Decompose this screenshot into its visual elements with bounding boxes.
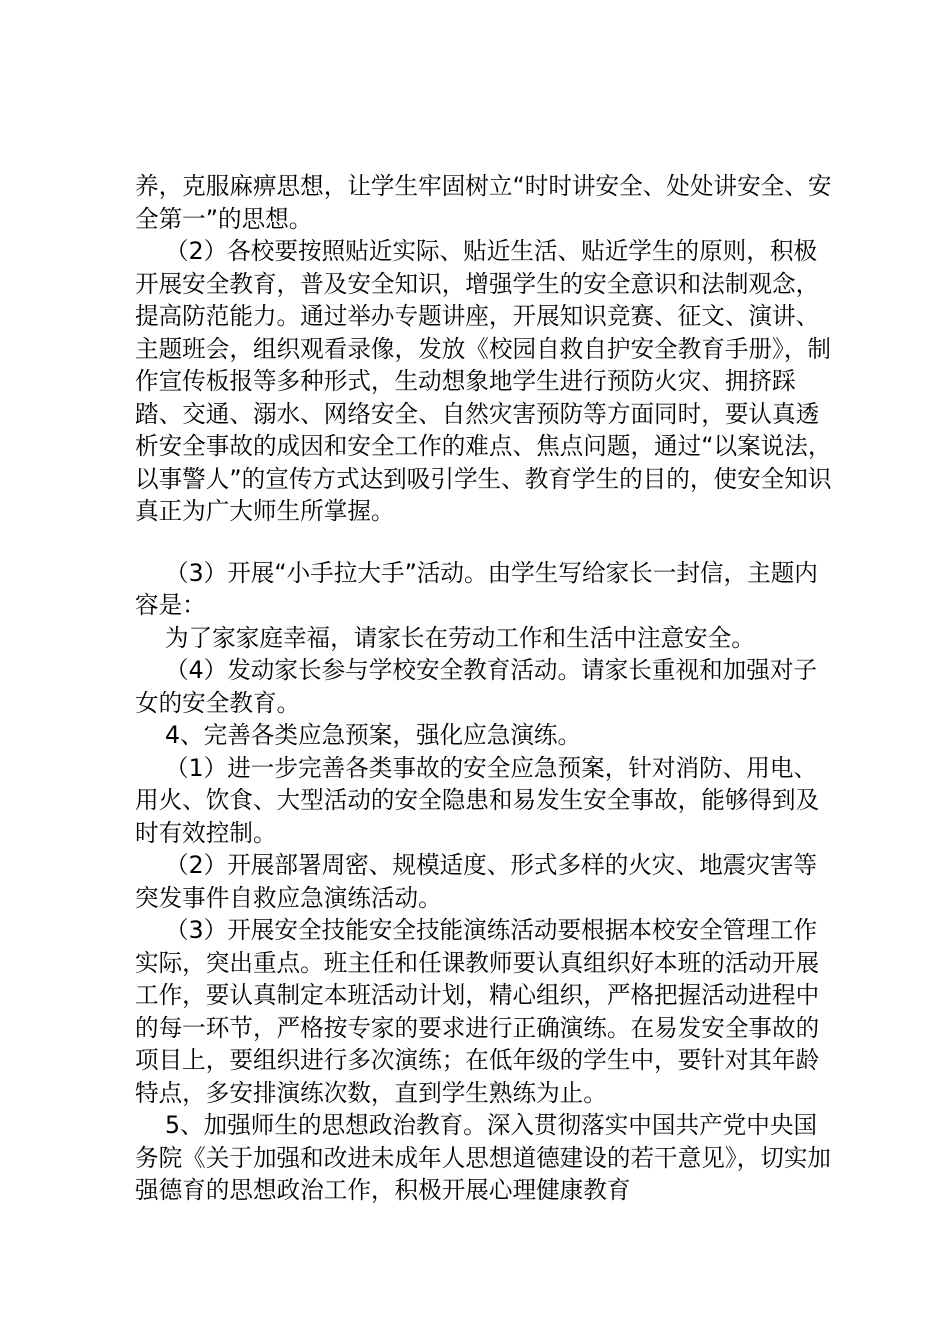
paragraph-letter-theme: 为了家家庭幸福，请家长在劳动工作和生活中注意安全。	[165, 623, 755, 652]
heading-section-5: 5、加强师生的思想政治教育。深入贯彻落实中国共产党中央国务院《关于加强和改进未成年人思想道德建设的若干意见》，切实加强德育的思想政治工作，积极开展心理健康教育	[135, 1111, 832, 1204]
document-body	[135, 170, 835, 1207]
paragraph-item-3-small-hand: （3）开展“小手拉大手”活动。由学生写给家长一封信，主题内容是：	[135, 558, 818, 619]
paragraph-continuation: 养，克服麻痹思想，让学生牢固树立“时时讲安全、处处讲安全、安全第一”的思想。	[135, 172, 832, 233]
heading-section-4: 4、完善各类应急预案，强化应急演练。	[165, 721, 582, 749]
paragraph-item-3-skills: （3）开展安全技能安全技能演练活动要根据本校安全管理工作实际，突出重点。班主任和任课教师要认真组织好本班的活动开展工作，要认真制定本班活动计划，精心组织，严格把握活动进程中的每一环节，严格按专家的要求进行正确演练。在易发安全事故的项目上，要组织进行多次演练；在低年级的学生中，要针对其年龄特点，多安排演练次数，直到学生熟练为止。	[135, 916, 820, 1107]
paragraph-item-1-plans: （1）进一步完善各类事故的安全应急预案，针对消防、用电、用火、饮食、大型活动的安全隐患和易发生安全事故，能够得到及时有效控制。	[135, 753, 820, 847]
paragraph-item-4-parents: （4）发动家长参与学校安全教育活动。请家长重视和加强对子女的安全教育。	[135, 656, 818, 717]
paragraph-item-2-drills: （2）开展部署周密、规模适度、形式多样的火灾、地震灾害等突发事件自救应急演练活动。	[135, 851, 818, 912]
paragraph-item-2-education: （2）各校要按照贴近实际、贴近生活、贴近学生的原则，积极开展安全教育，普及安全知识，增强学生的安全意识和法制观念，提高防范能力。通过举办专题讲座，开展知识竞赛、征文、演讲、主题班会，组织观看录像，发放《校园自救自护安全教育手册》，制作宣传板报等多种形式，生动想象地学生进行预防火灾、拥挤踩踏、交通、溺水、网络安全、自然灾害预防等方面同时，要认真透析安全事故的成因和安全工作的难点、焦点问题，通过“以案说法，以事警人”的宣传方式达到吸引学生、教育学生的目的，使安全知识真正为广大师生所掌握。	[135, 237, 832, 525]
